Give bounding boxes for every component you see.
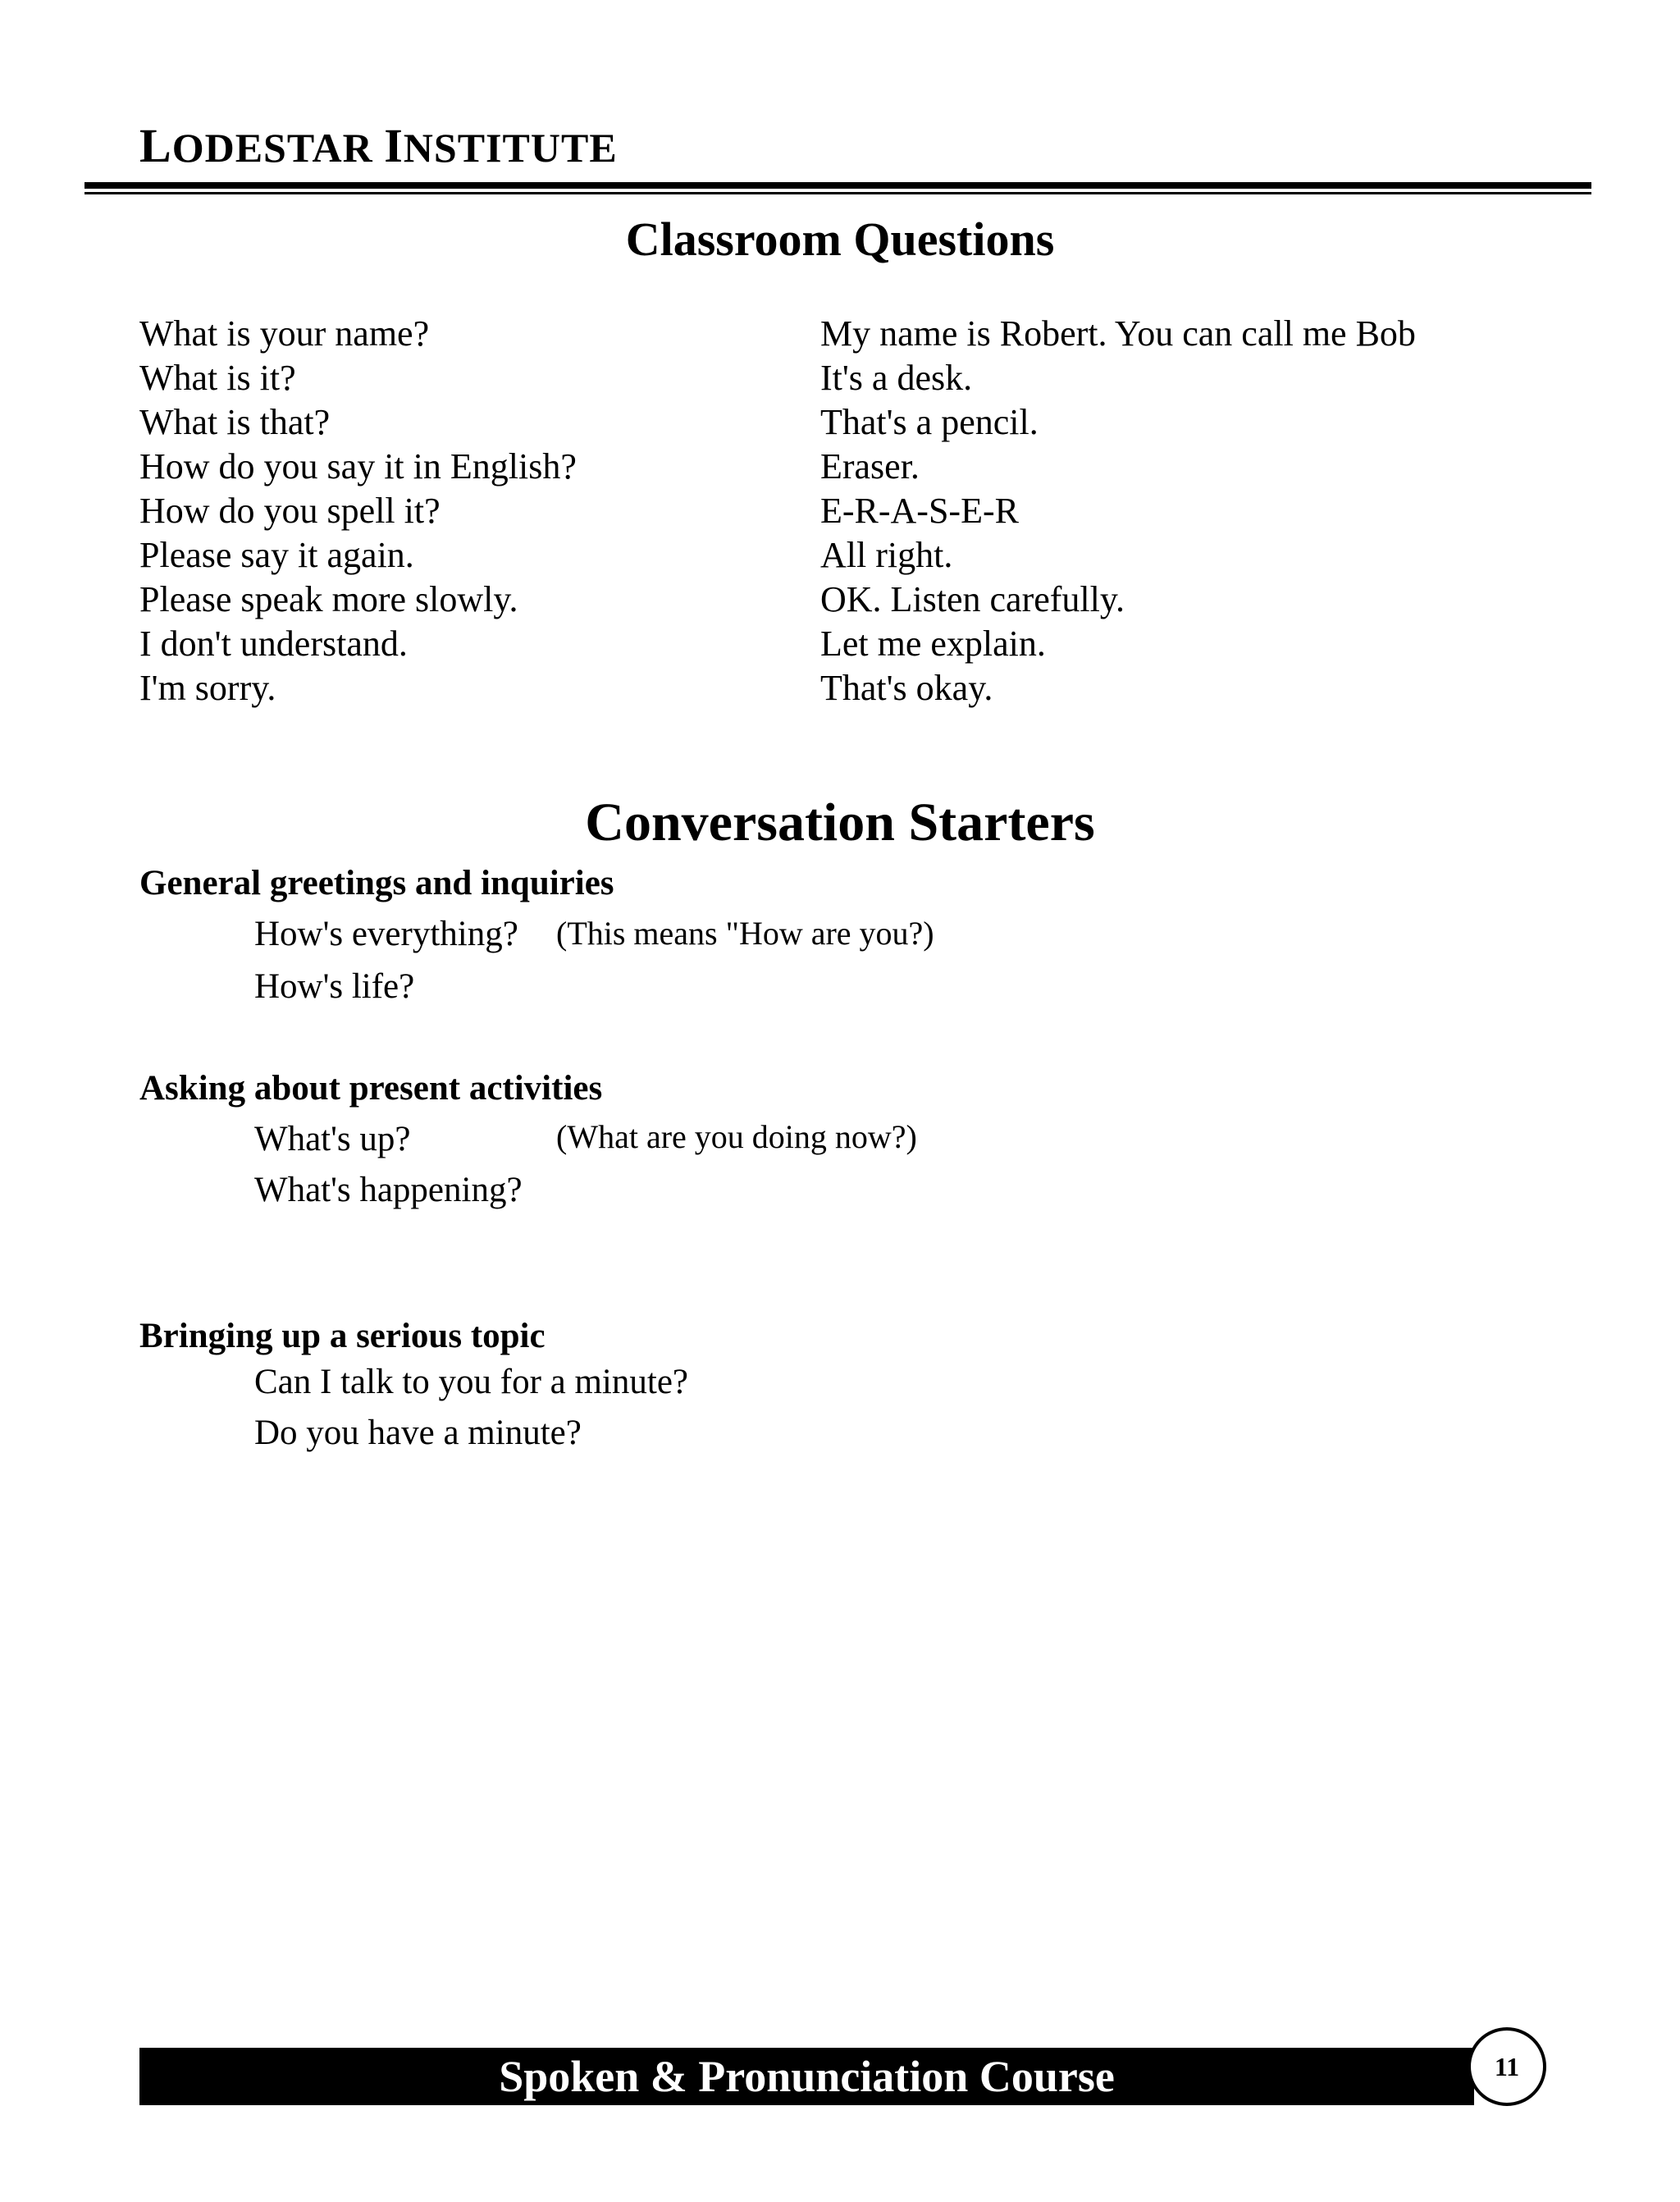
question-item: I don't understand. xyxy=(139,624,408,664)
header-rule-thin xyxy=(84,192,1591,194)
answer-item: That's a pencil. xyxy=(820,402,1039,442)
answer-item: OK. Listen carefully. xyxy=(820,579,1125,619)
phrase-note: (What are you doing now?) xyxy=(556,1118,917,1155)
header-rule-thick xyxy=(84,182,1591,189)
page-number: 11 xyxy=(1468,2027,1546,2106)
phrase-item: What's happening? xyxy=(254,1171,523,1209)
section-heading-activities: Asking about present activities xyxy=(139,1069,603,1108)
question-item: How do you spell it? xyxy=(139,491,441,531)
phrase-item: Do you have a minute? xyxy=(254,1414,582,1452)
classroom-questions-title: Classroom Questions xyxy=(625,212,1055,266)
conversation-starters-title: Conversation Starters xyxy=(585,793,1095,852)
question-item: Please say it again. xyxy=(139,535,414,575)
answer-item: That's okay. xyxy=(820,668,993,708)
header-institute-name: LODESTAR INSTITUTE xyxy=(139,119,618,172)
footer-course-title: Spoken & Pronunciation Course xyxy=(139,2048,1474,2105)
answer-item: My name is Robert. You can call me Bob xyxy=(820,313,1416,354)
answer-item: Eraser. xyxy=(820,446,920,487)
section-heading-serious-topic: Bringing up a serious topic xyxy=(139,1317,546,1355)
answer-item: All right. xyxy=(820,535,953,575)
question-item: How do you say it in English? xyxy=(139,446,577,487)
question-item: What is it? xyxy=(139,358,296,398)
answer-item: Let me explain. xyxy=(820,624,1046,664)
question-item: What is your name? xyxy=(139,313,430,354)
question-item: I'm sorry. xyxy=(139,668,276,708)
phrase-note: (This means "How are you?) xyxy=(556,915,934,952)
phrase-item: How's everything? xyxy=(254,915,518,953)
question-item: Please speak more slowly. xyxy=(139,579,518,619)
answer-item: It's a desk. xyxy=(820,358,973,398)
phrase-item: Can I talk to you for a minute? xyxy=(254,1363,688,1401)
phrase-item: How's life? xyxy=(254,967,415,1006)
section-heading-greetings: General greetings and inquiries xyxy=(139,864,614,902)
question-item: What is that? xyxy=(139,402,331,442)
answer-item: E-R-A-S-E-R xyxy=(820,491,1019,531)
answers-column xyxy=(820,312,1416,710)
phrase-item: What's up? xyxy=(254,1120,411,1158)
questions-column xyxy=(139,312,577,710)
